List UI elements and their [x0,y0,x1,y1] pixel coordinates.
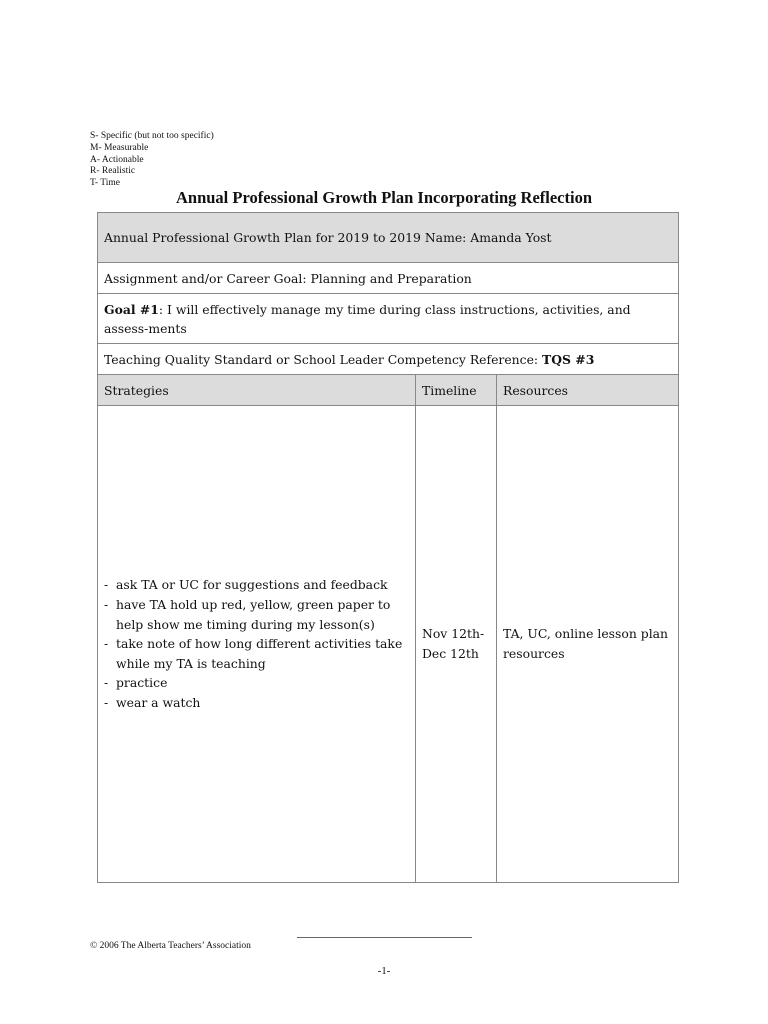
plan-header-cell: Annual Professional Growth Plan for 2019 to 2019 Name: Amanda Yost [98,213,679,263]
strategy-item: - ask TA or UC for suggestions and feedback [104,575,409,595]
strategy-item: - have TA hold up red, yellow, green paper to help show me timing during my lesson(s) [104,595,409,634]
page-number: -1- [377,965,391,977]
goal-text: : I will effectively manage my time during class instructions, activities, and assess-ments [104,301,631,336]
resources-header: Resources [497,375,679,406]
strategies-cell [98,406,416,883]
assignment-cell: Assignment and/or Career Goal: Planning and Preparation [98,263,679,294]
timeline-header: Timeline [416,375,497,406]
tqs-label: Teaching Quality Standard or School Leader Competency Reference: [104,351,543,367]
growth-plan-table [97,212,679,883]
page-title: Annual Professional Growth Plan Incorporating Reflection [175,188,593,207]
smart-key-item: M- Measurable [90,142,149,153]
tqs-cell [98,344,679,375]
smart-key [90,131,214,190]
resources-cell: TA, UC, online lesson plan resources [497,406,679,883]
smart-key-item: R- Realistic [90,166,136,177]
strategy-item: - wear a watch [104,693,409,713]
tqs-value: TQS #3 [542,351,595,367]
copyright-notice: © 2006 The Alberta Teachers’ Association [90,941,251,951]
smart-key-item: S- Specific (but not too specific) [90,131,214,141]
goal-label: Goal #1 [104,301,159,317]
smart-key-item: A- Actionable [90,154,144,165]
strategies-list [104,575,409,712]
timeline-cell: Nov 12th- Dec 12th [416,406,497,883]
strategy-item: - take note of how long different activities take while my TA is teaching [104,634,409,673]
goal-cell [98,294,679,344]
strategies-header: Strategies [98,375,416,406]
smart-key-item: T- Time [90,178,121,189]
strategy-item: - practice [104,673,409,693]
footnote-divider [297,937,472,938]
